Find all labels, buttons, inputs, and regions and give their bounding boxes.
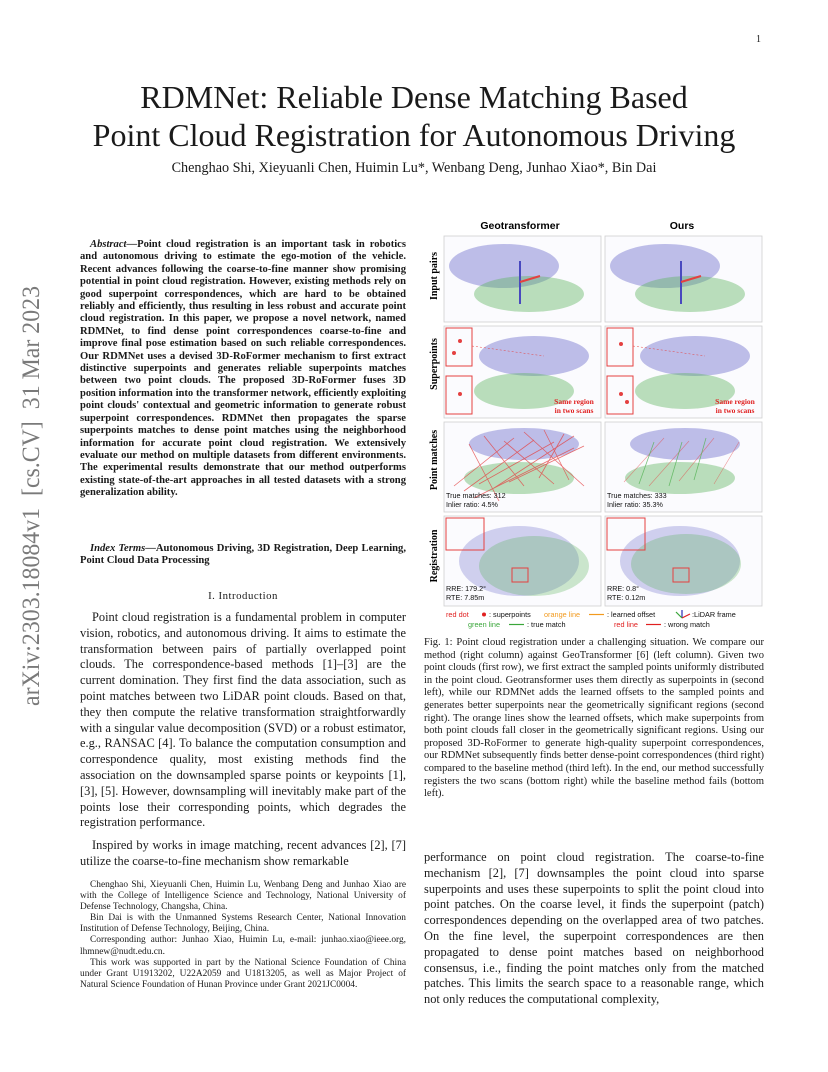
legend-superpoints: : superpoints [489, 610, 531, 619]
region-note-left-1: Same region [554, 397, 594, 406]
section-heading-introduction: I. Introduction [208, 590, 278, 602]
rte-left: RTE: 7.85m [446, 593, 485, 602]
figure-caption: Fig. 1: Point cloud registration under a challenging situation. We compare our method (right column) against GeoTransformer [6] (left column). Given two point clouds (first row), we first extract the sampled points uniformly distributed in the point cloud. Geotransformer uses them directly as superpoints in (second left), while our RDMNet adds the learned offsets to the sampled points and generates better superpoints near the geometrically significant regions (second right). The orange lines show the learned offsets, which make superpoints from both point clouds fall closer in the geometrically significant regions. Using our proposed 3D-RoFormer to generate high-quality superpoint correspondences, our RDMNet subsequently finds better dense-point correspondences (third right) compared to the baseline method (third left). In the end, our method successfully registers the two scans (bottom right) while the baseline method fails (bottom left). [424, 637, 764, 800]
abstract-text: —Point cloud registration is an important task in robotics and autonomous driving to estimate the ego-motion of the vehicle. Recent advances following the coarse-to-fine manner show promising potential in point cloud registration. However, existing methods rely on good superpoint correspondences, which are hard to be obtained reliably and efficiently, thus resulting in less robust and accurate point cloud registration. In this paper, we propose a novel network, named RDMNet, to find dense point correspondences coarse-to-fine and improve final pose estimation based on such reliable correspondences. Our RDMNet uses a devised 3D-RoFormer mechanism to first extract distinctive superpoints and generates reliable superpoints matches between two point clouds. The proposed 3D-RoFormer fuses 3D position information into the transformer network, efficiently exploiting point clouds' contextual and geometric information to generate robust superpoint correspondences. RDMNet then propagates the sparse superpoints matches to dense point matches using the neighborhood information for accurate point cloud registration. We extensively evaluate our method on multiple datasets from different environments. The experimental results demonstrate that our method outperforms existing state-of-the-art approaches in all tested datasets with a strong generalization ability. [80, 239, 406, 499]
abstract [80, 239, 406, 500]
col-title-geotransformer: Geotransformer [480, 220, 560, 232]
rre-right: RRE: 0.8° [607, 584, 640, 593]
region-note-right-2: in two scans [715, 406, 755, 415]
rte-right: RTE: 0.12m [607, 593, 646, 602]
footnotes [80, 880, 406, 991]
col-title-ours: Ours [669, 220, 695, 232]
row-label-superpoints: Superpoints [429, 338, 440, 390]
legend-red-line: red line [614, 620, 638, 629]
region-note-right-1: Same region [715, 397, 755, 406]
row-label-input-pairs: Input pairs [429, 251, 440, 301]
index-terms-text: —Autonomous Driving, 3D Registration, Deep Learning, Point Cloud Data Processing [80, 543, 406, 567]
intro-paragraph-1: Point cloud registration is a fundamental problem in computer vision, robotics, and autonomous driving. It aims to estimate the transformation between pairs of partially overlapped point clouds. The correspondence-based methods [1]–[3] are the current domination. They first find the data association, such as point matches between two LiDAR point clouds. Based on that, they then compute the relative transformation straightforwardly with a singular value decomposition (SVD) or a robust estimator, e.g., RANSAC [4]. To balance the computation consumption and correspondence quality, most existing methods find the association on the downsampled sparse points or keypoints [1], [3], [5]. However, downsampling will inevitably make part of the points lose their corresponding points, which degrades the registration performance. [80, 610, 406, 830]
footnote-corresponding: Corresponding author: Junhao Xiao, Huimin Lu, e-mail: junhao.xiao@ieee.org, lhmnew@nudt.edu.cn. [80, 935, 406, 957]
red-dot-icon [482, 613, 486, 617]
index-terms [80, 543, 406, 568]
rre-left: RRE: 179.2° [446, 584, 487, 593]
inlier-ratio-left: Inlier ratio: 4.5% [446, 500, 498, 509]
author-list: Chenghao Shi, Xieyuanli Chen, Huimin Lu*, Wenbang Deng, Junhao Xiao*, Bin Dai [171, 160, 657, 176]
title-line-1: RDMNet: Reliable Dense Matching Based [140, 79, 688, 115]
paper-title [40, 78, 788, 154]
legend-true-match: : true match [527, 620, 566, 629]
inlier-ratio-right: Inlier ratio: 35.3% [607, 500, 663, 509]
page-number: 1 [756, 34, 761, 45]
lidar-frame-icon [676, 610, 690, 618]
arxiv-stamp [18, 286, 44, 706]
row-label-point-matches: Point matches [429, 429, 440, 491]
legend-lidar-frame: :LiDAR frame [692, 610, 736, 619]
index-terms-label: Index Terms [90, 543, 146, 554]
figure-1 [424, 216, 764, 630]
row-label-registration: Registration [429, 529, 440, 583]
true-matches-left: True matches: 312 [446, 491, 506, 500]
legend-orange-line: orange line [544, 610, 581, 619]
true-matches-right: True matches: 333 [607, 491, 667, 500]
title-line-2: Point Cloud Registration for Autonomous Driving [92, 117, 736, 153]
footnote-funding: This work was supported in part by the National Science Foundation of China under Grant U1913202, U22A2059 and U1813205, as well as Major Project of Natural Science Foundation of Hunan Province under Grant 2021JC0004. [80, 957, 406, 990]
footnote-affiliation: Chenghao Shi, Xieyuanli Chen, Huimin Lu, Wenbang Deng and Junhao Xiao are with the College of Intelligence Science and Technology, National University of Defense Technology, Changsha, China. [80, 880, 406, 913]
legend-learned-offset: : learned offset [607, 610, 656, 619]
legend-wrong-match: : wrong match [664, 620, 710, 629]
legend-green-line: green line [468, 620, 501, 629]
right-column-paragraph: performance on point cloud registration. The coarse-to-fine mechanism [2], [7] downsamples the point cloud into sparse superpoints and uses these superpoints to split the point cloud into point patches. On the coarse level, it finds the superpoint (patch) correspondences depending on the overlapped area of two patches. On the fine level, the superpoint correspondences are then propagated to dense point matches based on neighborhood consensus, i.e., finding the point matches only from the matched patches. This limits the search space to a reasonable range, which not only reduces the computational complexity, [424, 850, 764, 1007]
arxiv-identifier: arXiv:2303.18084v1 [cs.CV] 31 Mar 2023 [18, 286, 44, 706]
intro-paragraph-2: Inspired by works in image matching, recent advances [2], [7] utilize the coarse-to-fine mechanism show remarkable [80, 838, 406, 868]
footnote-affiliation-2: Bin Dai is with the Unmanned Systems Research Center, National Innovation Institution of Defense Technology, Beijing, China. [80, 913, 406, 935]
abstract-label: Abstract [90, 239, 127, 250]
region-note-left-2: in two scans [554, 406, 594, 415]
legend-red-dot: red dot [446, 610, 469, 619]
figure-legend [446, 610, 736, 629]
